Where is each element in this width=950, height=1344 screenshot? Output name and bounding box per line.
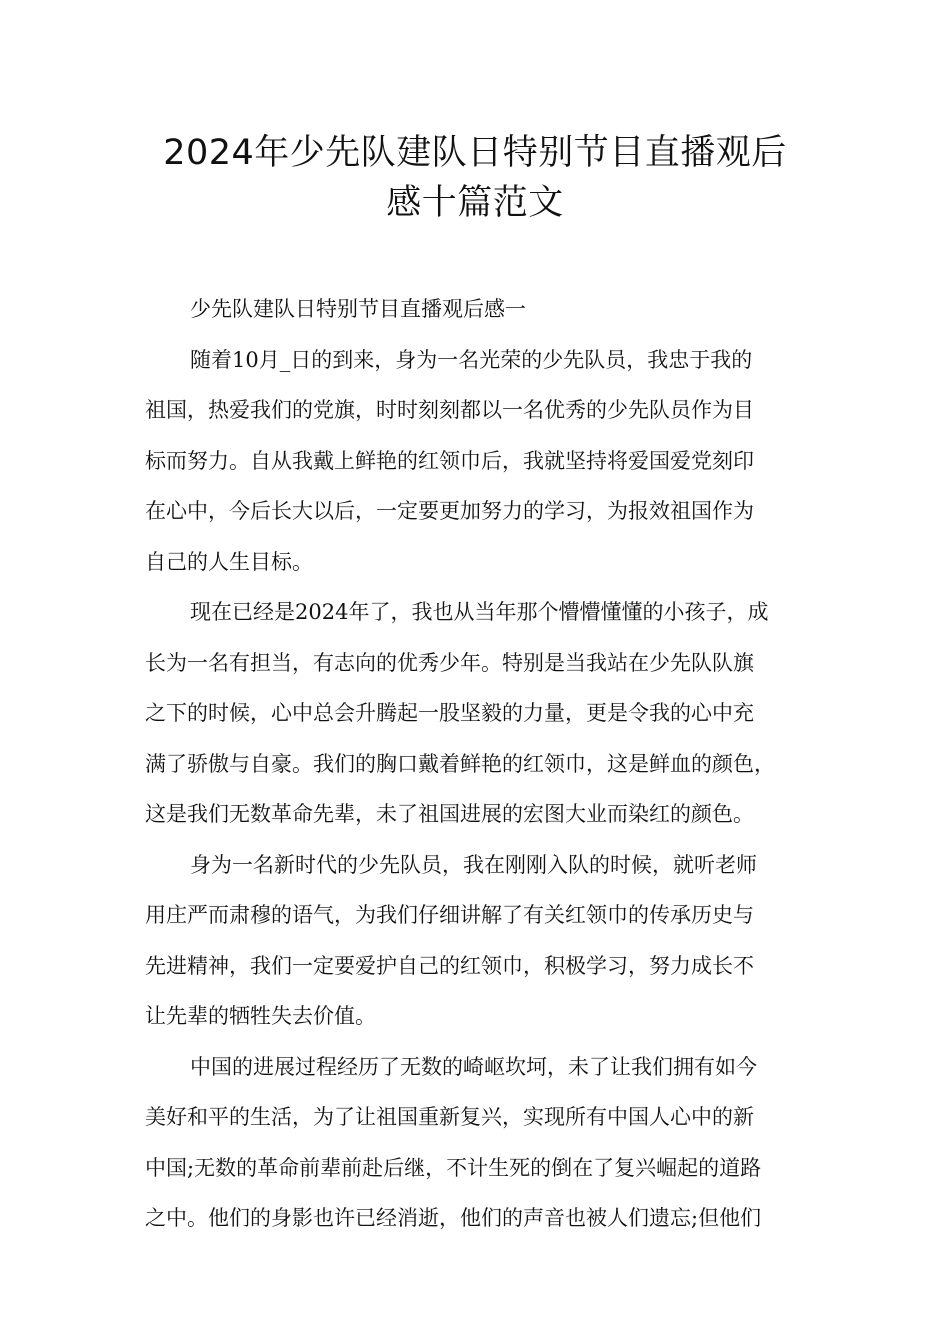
title-line-1: 2024年少先队建队日特别节目直播观后: [163, 133, 787, 173]
paragraph-line: 标而努力。自从我戴上鲜艳的红领巾后，我就坚持将爱国爱党刻印: [145, 448, 754, 473]
paragraph-line: 中国;无数的革命前辈前赴后继，不计生死的倒在了复兴崛起的道路: [145, 1155, 762, 1180]
paragraph-line: 美好和平的生活，为了让祖国重新复兴，实现所有中国人心中的新: [145, 1105, 754, 1129]
paragraph-line: 让先辈的牺牲失去价值。: [145, 1004, 376, 1028]
title-line-2: 感十篇范文: [386, 183, 564, 223]
paragraph-line: 满了骄傲与自豪。我们的胸口戴着鲜艳的红领巾，这是鲜血的颜色，: [145, 751, 775, 776]
paragraph-line: 祖国，热爱我们的党旗，时时刻刻都以一名优秀的少先队员作为目: [145, 398, 754, 422]
paragraph-line: 这是我们无数革命先辈，未了祖国进展的宏图大业而染红的颜色。: [145, 802, 754, 826]
paragraph-line: 自己的人生目标。: [145, 549, 313, 574]
paragraph-line: 身为一名新时代的少先队员，我在刚刚入队的时候，就听老师: [190, 852, 757, 877]
paragraph-line: 之中。他们的身影也许已经消逝，他们的声音也被人们遗忘;但他们: [145, 1206, 762, 1230]
paragraph-line: 之下的时候，心中总会升腾起一股坚毅的力量，更是令我的心中充: [145, 701, 754, 725]
paragraph-line: 随着10月_日的到来，身为一名光荣的少先队员，我忠于我的: [190, 347, 753, 372]
document-title: [120, 128, 830, 228]
section-heading: 少先队建队日特别节目直播观后感一: [190, 297, 526, 321]
paragraph-line: 在心中，今后长大以后，一定要更加努力的学习，为报效祖国作为: [145, 499, 754, 523]
paragraph-line: 长为一名有担当，有志向的优秀少年。特别是当我站在少先队队旗: [145, 650, 754, 675]
paragraph-line: 现在已经是2024年了，我也从当年那个懵懵懂懂的小孩子，成: [190, 600, 769, 624]
paragraph-line: 先进精神，我们一定要爱护自己的红领巾，积极学习，努力成长不: [145, 953, 754, 978]
paragraph-line: 中国的进展过程经历了无数的崎岖坎坷，未了让我们拥有如今: [190, 1054, 757, 1079]
document-body: [145, 284, 810, 1244]
paragraph-line: 用庄严而肃穆的语气，为我们仔细讲解了有关红领巾的传承历史与: [145, 903, 754, 927]
